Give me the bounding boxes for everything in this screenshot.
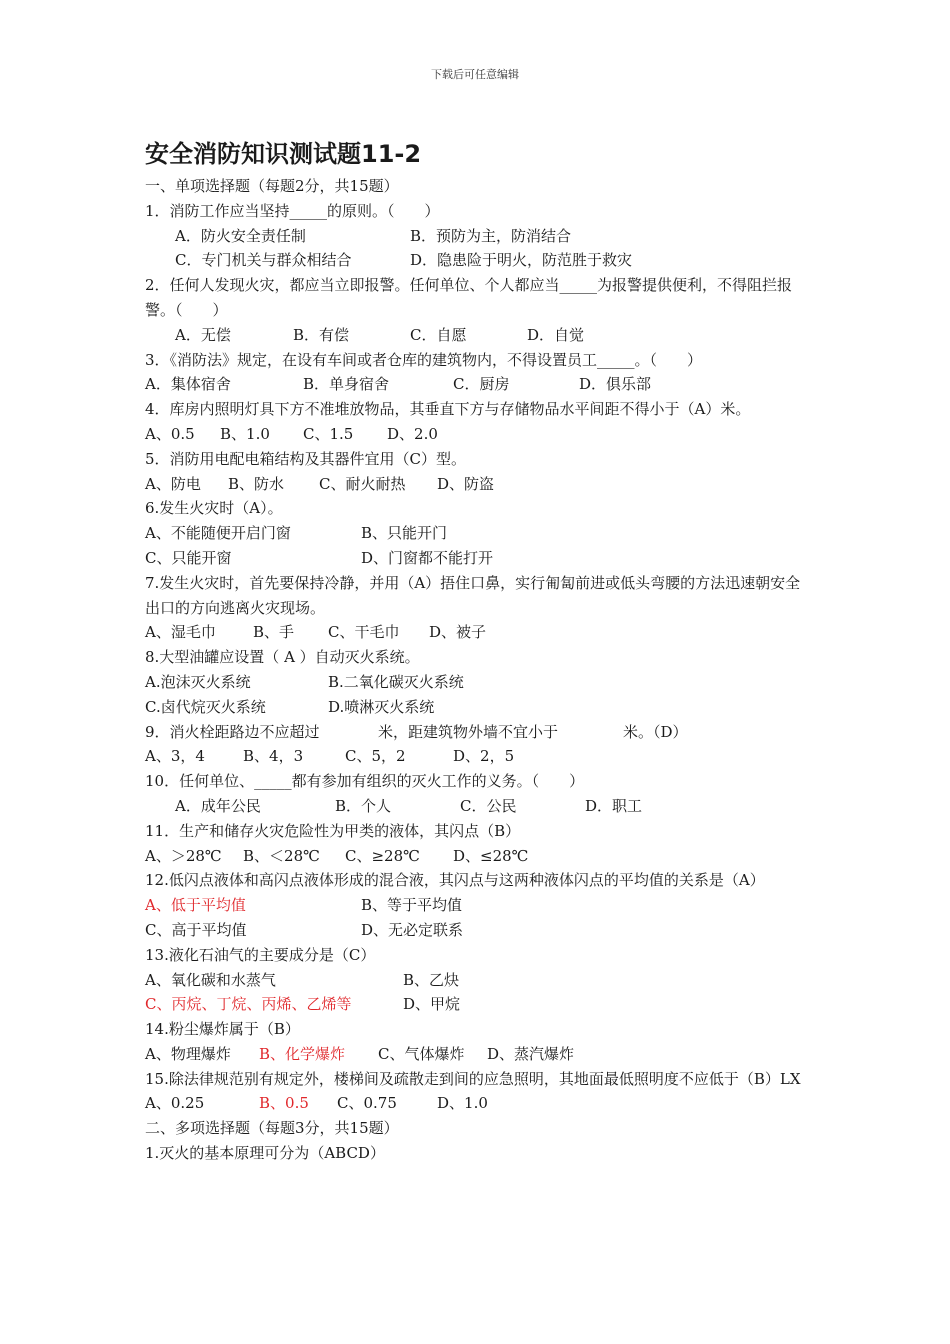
text-segment: D．自觉 xyxy=(527,325,585,344)
text-segment: D、≤28℃ xyxy=(453,846,529,865)
text-line xyxy=(145,496,815,521)
text-segment: 11．生产和储存火灾危险性为甲类的液体，其闪点（B） xyxy=(145,821,521,840)
text-line xyxy=(145,918,815,943)
text-segment: 4．库房内照明灯具下方不准堆放物品，其垂直下方与存储物品水平间距不得小于（A）米。 xyxy=(145,400,751,419)
text-segment: A．防火安全责任制 xyxy=(175,226,306,245)
text-segment: 8.大型油罐应设置（ A ）自动灭火系统。 xyxy=(145,648,420,667)
text-line xyxy=(145,620,815,645)
text-segment: 1.灭火的基本原理可分为（ABCD） xyxy=(145,1144,385,1163)
text-line xyxy=(145,1141,815,1166)
text-segment: D.喷淋灭火系统 xyxy=(328,697,435,716)
text-segment: D、2，5 xyxy=(453,747,515,766)
text-segment: B．个人 xyxy=(335,796,392,815)
text-segment: B、防水 xyxy=(228,474,285,493)
text-line xyxy=(145,695,815,720)
text-segment: D、1.0 xyxy=(437,1094,488,1113)
text-line xyxy=(145,174,815,199)
text-segment: A、3，4 xyxy=(145,747,205,766)
text-segment: 1．消防工作应当坚持_____的原则。（ ） xyxy=(145,201,440,220)
text-segment: B．单身宿舍 xyxy=(303,375,390,394)
text-segment: 二、多项选择题（每题3分，共15题） xyxy=(145,1119,399,1138)
text-segment: A．成年公民 xyxy=(175,796,261,815)
text-line xyxy=(145,546,815,571)
text-segment: D、门窗都不能打开 xyxy=(361,548,494,567)
text-segment: B、等于平均值 xyxy=(361,896,463,915)
header-note: 下载后可任意编辑 xyxy=(431,68,519,81)
text-line xyxy=(145,248,815,273)
text-line xyxy=(145,472,815,497)
text-segment: C、气体爆炸 xyxy=(378,1044,465,1063)
text-segment: D．职工 xyxy=(585,796,643,815)
text-line xyxy=(145,720,815,745)
text-line xyxy=(145,199,815,224)
text-segment: B．预防为主，防消结合 xyxy=(410,226,572,245)
text-line xyxy=(145,1091,815,1116)
text-segment: 3．《消防法》规定，在设有车间或者仓库的建筑物内，不得设置员工_____。（ ） xyxy=(145,350,703,369)
text-segment: C、只能开窗 xyxy=(145,548,232,567)
text-segment: 2．任何人发现火灾，都应当立即报警。任何单位、个人都应当_____为报警提供便利，不得阻拦报警。（ ） xyxy=(145,276,793,319)
page-title: 安全消防知识测试题11-2 xyxy=(145,140,422,168)
text-line xyxy=(145,224,815,249)
text-segment: 6.发生火灾时（A）。 xyxy=(145,499,283,518)
text-segment: B、化学爆炸 xyxy=(259,1044,346,1063)
text-segment: D、甲烷 xyxy=(403,995,461,1014)
text-segment: C、丙烷、丁烷、丙烯、乙烯等 xyxy=(145,995,352,1014)
text-segment: C．厨房 xyxy=(453,375,510,394)
text-line xyxy=(145,372,815,397)
text-line xyxy=(145,819,815,844)
text-line xyxy=(145,521,815,546)
text-line xyxy=(145,794,815,819)
text-segment: B、1.0 xyxy=(220,424,270,443)
text-line xyxy=(145,397,815,422)
text-segment: 12.低闪点液体和高闪点液体形成的混合液，其闪点与这两种液体闪点的平均值的关系是（A） xyxy=(145,871,765,890)
text-segment: A．无偿 xyxy=(175,325,231,344)
text-segment: 米，距建筑物外墙不宜小于 xyxy=(378,722,559,741)
text-segment: C、0.75 xyxy=(337,1094,397,1113)
question-list xyxy=(145,174,815,1166)
text-segment: 15.除法律规范别有规定外，楼梯间及疏散走到间的应急照明，其地面最低照明度不应低于（B）LX xyxy=(145,1069,801,1088)
text-line xyxy=(145,670,815,695)
text-line xyxy=(145,1116,815,1141)
text-segment: D．俱乐部 xyxy=(579,375,652,394)
text-segment: D、蒸汽爆炸 xyxy=(487,1044,575,1063)
text-segment: B、乙炔 xyxy=(403,970,460,989)
text-line xyxy=(145,868,815,893)
text-segment: A、防电 xyxy=(145,474,201,493)
text-segment: A．集体宿舍 xyxy=(145,375,231,394)
text-segment: D、防盗 xyxy=(437,474,495,493)
text-line xyxy=(145,1042,815,1067)
text-line xyxy=(145,1017,815,1042)
text-segment: C、5，2 xyxy=(345,747,406,766)
text-segment: 14.粉尘爆炸属于（B） xyxy=(145,1020,300,1039)
text-segment: 米。（D） xyxy=(623,722,688,741)
text-segment: A.泡沫灭火系统 xyxy=(145,672,251,691)
text-segment: A、＞28℃ xyxy=(145,846,222,865)
text-line xyxy=(145,422,815,447)
text-segment: D．隐患险于明火，防范胜于救灾 xyxy=(410,251,633,270)
text-line xyxy=(145,1067,815,1092)
text-segment: A、0.25 xyxy=(145,1094,205,1113)
text-segment: C．公民 xyxy=(460,796,517,815)
text-line xyxy=(145,447,815,472)
text-segment: 9．消火栓距路边不应超过 xyxy=(145,722,320,741)
text-segment: B．有偿 xyxy=(293,325,350,344)
text-segment: B、0.5 xyxy=(259,1094,309,1113)
text-segment: 13.液化石油气的主要成分是（C） xyxy=(145,945,376,964)
text-line xyxy=(145,645,815,670)
text-segment: C．专门机关与群众相结合 xyxy=(175,251,352,270)
text-segment: C、干毛巾 xyxy=(328,623,400,642)
text-segment: B.二氧化碳灭火系统 xyxy=(328,672,464,691)
text-segment: C.卤代烷灭火系统 xyxy=(145,697,266,716)
text-segment: C、1.5 xyxy=(303,424,354,443)
text-segment: A、低于平均值 xyxy=(145,896,246,915)
text-segment: B、4，3 xyxy=(243,747,304,766)
text-line xyxy=(145,893,815,918)
text-segment: 5．消防用电配电箱结构及其器件宜用（C）型。 xyxy=(145,449,467,468)
text-line xyxy=(145,273,815,323)
text-line xyxy=(145,323,815,348)
text-segment: B、手 xyxy=(253,623,295,642)
text-segment: A、氧化碳和水蒸气 xyxy=(145,970,276,989)
text-line xyxy=(145,744,815,769)
text-segment: C、≥28℃ xyxy=(345,846,420,865)
text-segment: C．自愿 xyxy=(410,325,467,344)
text-segment: A、不能随便开启门窗 xyxy=(145,524,291,543)
text-line xyxy=(145,943,815,968)
text-line xyxy=(145,571,815,621)
text-segment: A、0.5 xyxy=(145,424,195,443)
text-segment: D、无必定联系 xyxy=(361,920,464,939)
text-segment: A、湿毛巾 xyxy=(145,623,216,642)
text-segment: 一、单项选择题（每题2分，共15题） xyxy=(145,177,399,195)
text-line xyxy=(145,992,815,1017)
text-segment: D、2.0 xyxy=(387,424,438,443)
text-segment: B、＜28℃ xyxy=(243,846,320,865)
text-line xyxy=(145,844,815,869)
text-segment: D、被子 xyxy=(429,623,487,642)
text-segment: 7.发生火灾时，首先要保持冷静，并用（A）捂住口鼻，实行匍匐前进或低头弯腰的方法迅速朝安全出口的方向逃离火灾现场。 xyxy=(145,573,801,617)
text-segment: A、物理爆炸 xyxy=(145,1044,231,1063)
text-line xyxy=(145,968,815,993)
text-line xyxy=(145,769,815,794)
text-line xyxy=(145,348,815,373)
text-segment: C、高于平均值 xyxy=(145,920,247,939)
text-segment: B、只能开门 xyxy=(361,524,448,543)
text-segment: C、耐火耐热 xyxy=(319,474,406,493)
text-segment: 10．任何单位、_____都有参加有组织的灭火工作的义务。（ ） xyxy=(145,772,585,791)
